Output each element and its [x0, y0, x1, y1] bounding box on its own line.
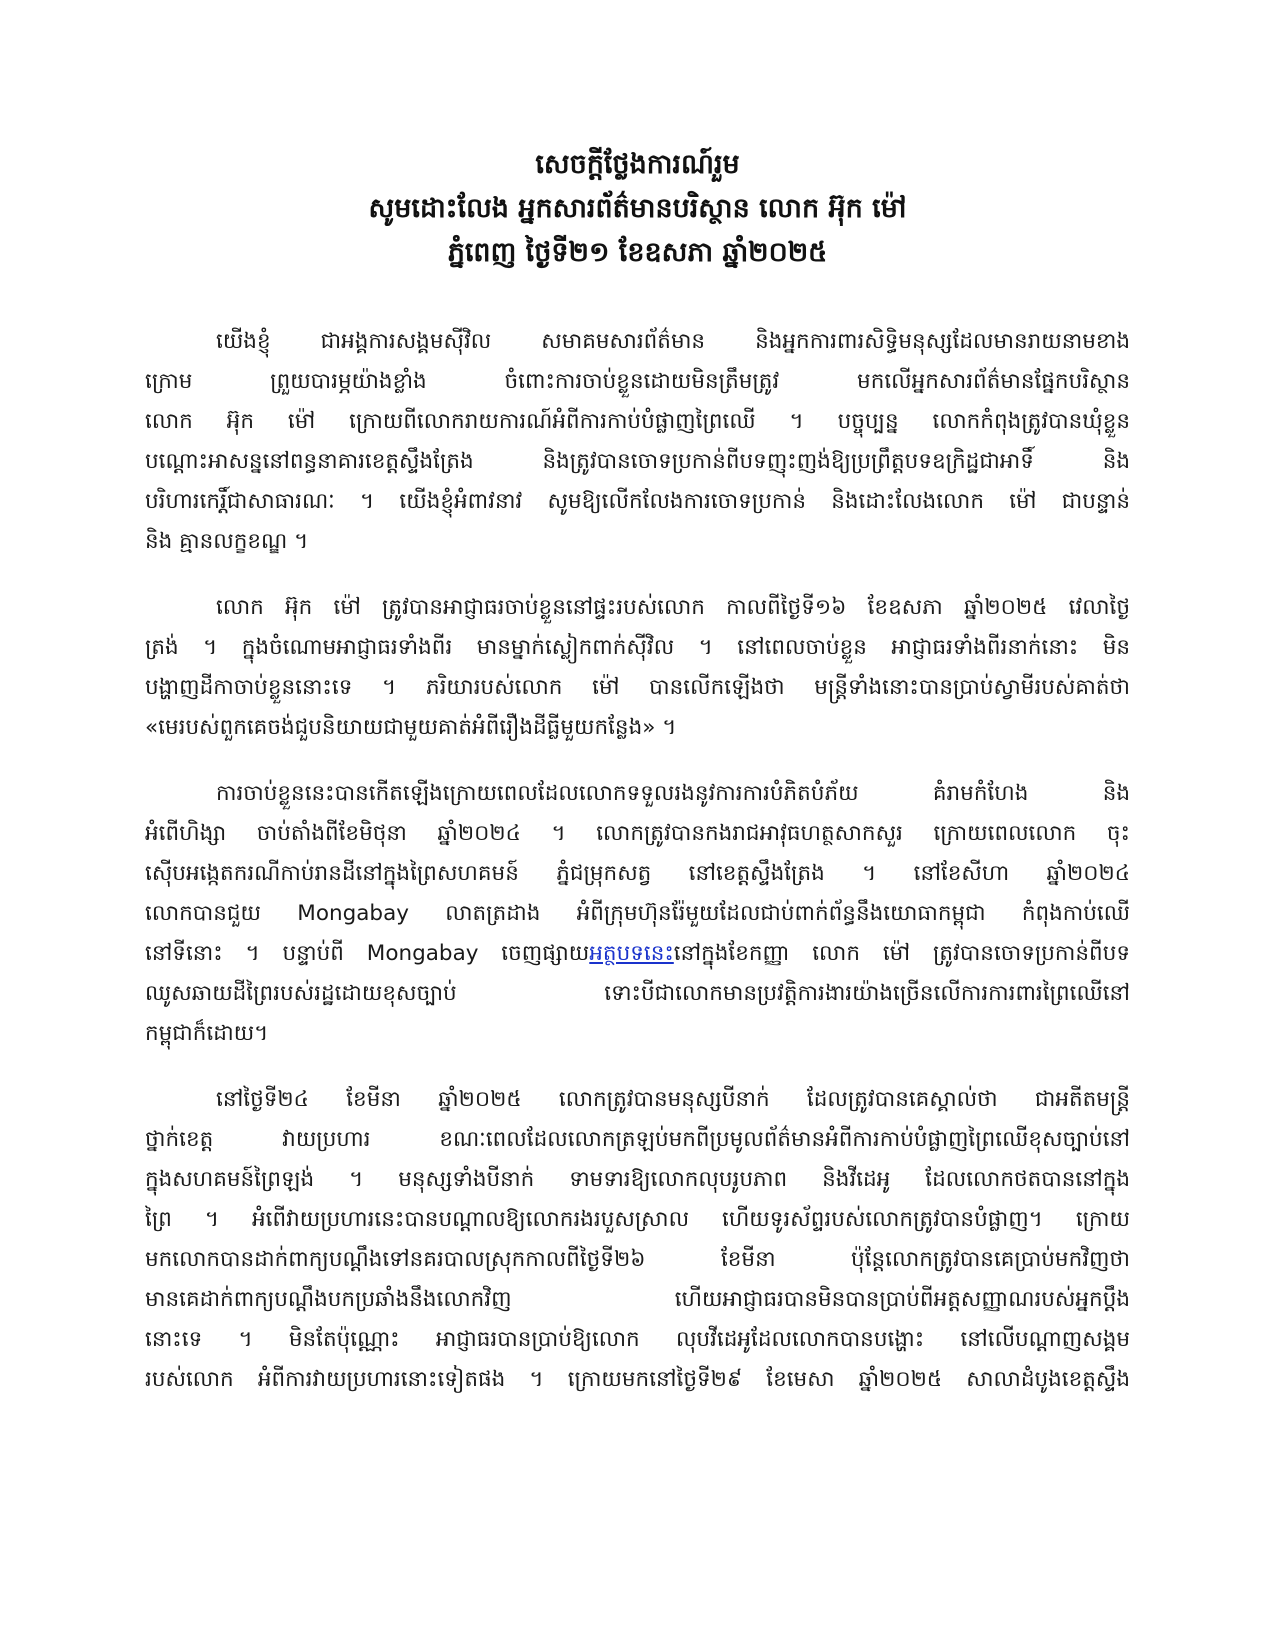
text-line: មានគេដាក់ពាក្យបណ្តឹងបកប្រឆាំងនឹងលោកវិញ ហើយអាជ្ញាធរបានមិនបានប្រាប់ពីអត្តសញ្ញាណរបស់អ្នកប្តឹង [145, 1287, 1130, 1312]
link-suffix-text: នៅក្នុងខែកញ្ញា លោក ម៉ៅ ត្រូវបានចោទប្រកាន់ពីបទ [673, 941, 1130, 966]
text-line: ព្រៃ ។ អំពើវាយប្រហារនេះបានបណ្តាលឱ្យលោករងរបួសស្រាល ហើយទូរស័ព្ទរបស់លោកត្រូវបានបំផ្លាញ។ ក្រោយ [145, 1207, 1130, 1232]
text-line: បរិហារកេរ្តិ៍ជាសាធារណៈ ។ យើងខ្ញុំអំពាវនាវ សូមឱ្យលើកលែងការចោទប្រកាន់ និងដោះលែងលោក ម៉ៅ ជាបន្ទាន់ [145, 489, 1130, 514]
text-line-with-link [145, 934, 1130, 974]
text-line: បង្ហាញដីកាចាប់ខ្លួននោះទេ ។ ភរិយារបស់លោក ម៉ៅ បានលើកឡើងថា មន្ត្រីទាំងនោះបានប្រាប់ស្វាមីរបស់គាត់ថា [145, 675, 1130, 700]
article-link[interactable]: អត្ថបទនេះ [589, 941, 674, 966]
paragraph [145, 774, 1130, 1054]
text-line: ក្រោម ព្រួយបារម្ភយ៉ាងខ្លាំង ចំពោះការចាប់ខ្លួនដោយមិនត្រឹមត្រូវ មកលើអ្នកសារព័ត៌មានផ្នែកបរិស្ថាន [145, 369, 1130, 394]
text-line: លោកបានជួយ Mongabay លាតត្រដាង អំពីក្រុមហ៊ុនរ៉ែមួយដែលជាប់ពាក់ព័ន្ធនឹងយោធាកម្ពុជា កំពុងកាប់ឈើ [145, 901, 1130, 926]
text-line: អំពើហិង្សា ចាប់តាំងពីខែមិថុនា ឆ្នាំ២០២៤ ។ លោកត្រូវបានកងរាជអាវុធហត្ថសាកសួរ ក្រោយពេលលោក ចុះ [145, 821, 1130, 846]
document-header [0, 143, 1275, 275]
text-line: ត្រង់ ។ ក្នុងចំណោមអាជ្ញាធរទាំងពីរ មានម្នាក់ស្លៀកពាក់ស៊ីវិល ។ នៅពេលចាប់ខ្លួន អាជ្ញាធរទាំងពីរនាក់នោះ មិន [145, 635, 1130, 660]
text-line: លោក អ៊ុក ម៉ៅ ត្រូវបានអាជ្ញាធរចាប់ខ្លួននៅផ្ទះរបស់លោក កាលពីថ្ងៃទី១៦ ខែឧសភា ឆ្នាំ២០២៥ វេលាថ្ងៃ [216, 595, 1130, 620]
text-line: នៅថ្ងៃទី២៤ ខែមីនា ឆ្នាំ២០២៥ លោកត្រូវបានមនុស្សបីនាក់ ដែលត្រូវបានគេស្គាល់ថា ជាអតីតមន្ត្រី [216, 1087, 1130, 1112]
text-line: និង គ្មានលក្ខខណ្ឌ ។ [145, 529, 309, 554]
text-line: ស៊ើបអង្កេតករណីកាប់រានដីនៅក្នុងព្រៃសហគមន៍ ភ្នំជម្រុកសត្វ នៅខេត្តស្ទឹងត្រែង ។ នៅខែសីហា ឆ្នាំ២០២៤ [145, 861, 1130, 886]
text-line: លោក អ៊ុក ម៉ៅ ក្រោយពីលោករាយការណ៍អំពីការកាប់បំផ្លាញព្រៃឈើ ។ បច្ចុប្បន្ន លោកកំពុងត្រូវបានឃុំខ្លួន [145, 409, 1130, 434]
document-subtitle: សូមដោះលែង អ្នកសារព័ត៌មានបរិស្ថាន លោក អ៊ុក ម៉ៅ [368, 193, 907, 224]
document-title: សេចក្តីថ្លែងការណ៍រួម [535, 149, 740, 180]
text-line: «មេរបស់ពួកគេចង់ជួបនិយាយជាមួយគាត់អំពីរឿងដីធ្លីមួយកន្លែង» ។ [145, 715, 677, 740]
text-line: ឈូសឆាយដីព្រៃរបស់រដ្ឋដោយខុសច្បាប់ ទោះបីជាលោកមានប្រវត្តិការងារយ៉ាងច្រើនលើការការពារព្រៃឈើនៅ [145, 981, 1130, 1006]
paragraph [145, 322, 1130, 562]
paragraph [145, 1080, 1130, 1400]
text-line: ការចាប់ខ្លួននេះបានកើតឡើងក្រោយពេលដែលលោកទទួលរងនូវការការបំភិតបំភ័យ គំរាមកំហែង និង [216, 781, 1130, 806]
text-line: បណ្តោះអាសន្ននៅពន្ធនាគារខេត្តស្ទឹងត្រែង និងត្រូវបានចោទប្រកាន់ពីបទញុះញង់ឱ្យប្រព្រឹត្តបទឧក្រិដ្ឋជាអាទិ៍ និង [145, 449, 1130, 474]
text-line: យើងខ្ញុំ ជាអង្គការសង្គមស៊ីវិល សមាគមសារព័ត៌មាន និងអ្នកការពារសិទ្ធិមនុស្សដែលមានរាយនាមខាង [216, 329, 1130, 354]
paragraph [145, 588, 1130, 748]
text-line: របស់លោក អំពីការវាយប្រហារនោះទៀតផង ។ ក្រោយមកនៅថ្ងៃទី២៩ ខែមេសា ឆ្នាំ២០២៥ សាលាដំបូងខេត្តស្ទឹង [145, 1367, 1130, 1392]
text-line: មកលោកបានដាក់ពាក្យបណ្តឹងទៅនគរបាលស្រុកកាលពីថ្ងៃទី២៦ ខែមីនា ប៉ុន្តែលោកត្រូវបានគេប្រាប់មកវិញថា [145, 1247, 1130, 1272]
text-line: ក្នុងសហគមន៍ព្រៃឡង់ ។ មនុស្សទាំងបីនាក់ ទាមទារឱ្យលោកលុបរូបភាព និងវីដេអូ ដែលលោកថតបាននៅក្នុង [145, 1167, 1130, 1192]
text-line: នោះទេ ។ មិនតែប៉ុណ្ណោះ អាជ្ញាធរបានប្រាប់ឱ្យលោក លុបវីដេអូដែលលោកបានបង្ហោះ នៅលើបណ្តាញសង្គម [145, 1327, 1130, 1352]
link-prefix-text: នៅទីនោះ ។ បន្ទាប់ពី Mongabay ចេញផ្សាយ [145, 941, 590, 966]
document-dateline: ភ្នំពេញ ថ្ងៃទី២១ ខែឧសភា ឆ្នាំ២០២៥ [447, 237, 828, 268]
document-body [145, 322, 1130, 1426]
text-line: ថ្នាក់ខេត្ត វាយប្រហារ ខណៈពេលដែលលោកត្រឡប់មកពីប្រមូលព័ត៌មានអំពីការកាប់បំផ្លាញព្រៃឈើខុសច្បាប់នៅ [145, 1127, 1130, 1152]
text-line: កម្ពុជាក៏ដោយ។ [145, 1021, 269, 1046]
